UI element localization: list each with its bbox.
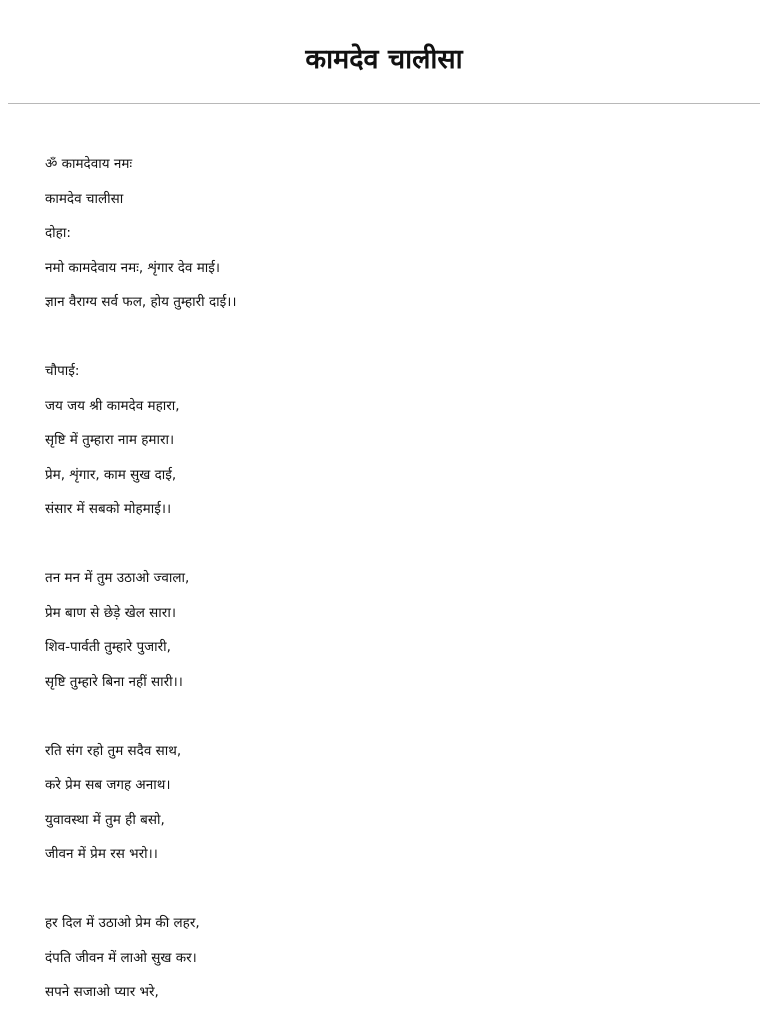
- doha-line: ज्ञान वैराग्य सर्व फल, होय तुम्हारी दाई।।: [45, 294, 237, 310]
- opening-line: ॐ कामदेवाय नमः: [45, 156, 133, 172]
- verse-line: हर दिल में उठाओ प्रेम की लहर,: [45, 915, 200, 931]
- doha-line: नमो कामदेवाय नमः, शृंगार देव माई।: [45, 259, 221, 276]
- verse-line: प्रेम, शृंगार, काम सुख दाई,: [45, 466, 177, 483]
- opening-line: कामदेव चालीसा: [45, 190, 124, 207]
- title-divider: [8, 103, 760, 104]
- verse-line: करे प्रेम सब जगह अनाथ।: [45, 777, 171, 793]
- verse-line: तन मन में तुम उठाओ ज्वाला,: [45, 570, 190, 586]
- chaupai-stanza: [45, 734, 745, 872]
- verse-line: जीवन में प्रेम रस भरो।।: [45, 846, 158, 862]
- chaupai-stanza: [45, 906, 745, 1010]
- verse-line: रति संग रहो तुम सदैव साथ,: [45, 742, 182, 759]
- stanza-gap: [45, 872, 745, 907]
- stanza-gap: [45, 320, 745, 355]
- chalisa-text: [45, 147, 745, 1010]
- page-title: कामदेव चालीसा: [305, 44, 463, 75]
- verse-line: संसार में सबको मोहमाई।।: [45, 501, 172, 517]
- verse-line: प्रेम बाण से छेड़े खेल सारा।: [45, 604, 176, 621]
- verse-line: सृष्टि में तुम्हारा नाम हमारा।: [45, 432, 175, 448]
- verse-line: सृष्टि तुम्हारे बिना नहीं सारी।।: [45, 673, 183, 690]
- verse-line: शिव-पार्वती तुम्हारे पुजारी,: [45, 639, 171, 655]
- chaupai-stanza: [45, 389, 745, 527]
- chaupai-heading: चौपाई:: [45, 363, 80, 379]
- stanza-gap: [45, 527, 745, 562]
- verse-line: सपने सजाओ प्यार भरे,: [45, 984, 159, 1000]
- verse-line: दंपति जीवन में लाओ सुख कर।: [45, 949, 197, 966]
- stanza-gap: [45, 699, 745, 734]
- doha-heading: दोहा:: [45, 225, 71, 241]
- verse-line: जय जय श्री कामदेव महारा,: [45, 397, 180, 414]
- chaupai-stanza: [45, 561, 745, 699]
- verse-line: युवावस्था में तुम ही बसो,: [45, 811, 165, 828]
